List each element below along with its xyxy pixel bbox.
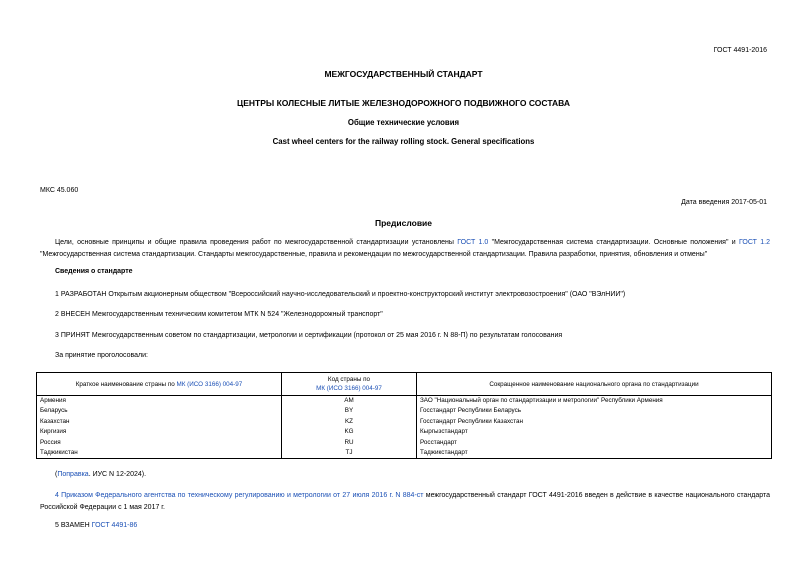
table-header-row	[37, 373, 772, 396]
standards-body: ЗАО "Национальный орган по стандартизации и метрологии" Республики Армения	[417, 396, 772, 407]
about-item-3: 3 ПРИНЯТ Межгосударственным советом по стандартизации, метрологии и сертификации (протокол от 25 мая 2016 г. N 88-П) по результатам голосования	[55, 332, 563, 339]
header-country-name: Краткое наименование страны по МК (ИСО 3166) 004-97	[37, 373, 282, 396]
voting-countries-table	[36, 372, 772, 459]
table-row	[37, 427, 772, 437]
country-name: Таджикистан	[37, 448, 282, 459]
country-code: KZ	[282, 417, 417, 427]
about-heading: Сведения о стандарте	[55, 268, 133, 275]
table-row	[37, 448, 772, 459]
foreword-text-b: "Межгосударственная система стандартизации. Основные положения" и	[488, 239, 739, 246]
gost-4491-86-link[interactable]: ГОСТ 4491-86	[91, 522, 138, 529]
foreword-paragraph	[40, 237, 770, 260]
country-name: Россия	[37, 438, 282, 448]
intro-date: Дата введения 2017-05-01	[681, 199, 767, 206]
standard-type: МЕЖГОСУДАРСТВЕННЫЙ СТАНДАРТ	[324, 69, 483, 79]
gost-1-0-link[interactable]: ГОСТ 1.0	[457, 239, 489, 246]
foreword-text-c: "Межгосударственная система стандартизации. Стандарты межгосударственные, правила и рекомендации по межгосударственной стандартизации. Правила разработки, принятия, обновления и отмены"	[40, 250, 708, 258]
document-subtitle: Общие технические условия	[347, 118, 460, 127]
mks-code: МКС 45.060	[40, 187, 79, 194]
mk-iso-3166-link[interactable]: МК (ИСО 3166) 004-97	[176, 380, 243, 388]
country-name: Беларусь	[37, 406, 282, 416]
country-code: AM	[282, 396, 417, 407]
document-title: ЦЕНТРЫ КОЛЕСНЫЕ ЛИТЫЕ ЖЕЛЕЗНОДОРОЖНОГО ПОДВИЖНОГО СОСТАВА	[237, 98, 570, 108]
about-item-4	[40, 490, 770, 513]
header-country-code: Код страны по МК (ИСО 3166) 004-97	[282, 373, 417, 396]
country-name: Армения	[37, 396, 282, 407]
standards-body: Таджикстандарт	[417, 448, 772, 459]
document-code: ГОСТ 4491-2016	[713, 47, 767, 54]
header-standards-body: Сокращенное наименование национального органа по стандартизации	[417, 373, 772, 396]
table-row	[37, 438, 772, 448]
country-code: KG	[282, 427, 417, 437]
country-code: TJ	[282, 448, 417, 459]
country-name: Киргизия	[37, 427, 282, 437]
voted-label: За принятие проголосовали:	[55, 352, 148, 359]
order-884-link[interactable]: 4 Приказом Федерального агентства по техническому регулированию и метрологии от 27 июля 2016 г. N 884-ст	[55, 492, 424, 499]
standards-body: Госстандарт Республики Беларусь	[417, 406, 772, 416]
table-row	[37, 417, 772, 427]
amendment-link[interactable]: Поправка	[57, 471, 89, 478]
about-item-1: 1 РАЗРАБОТАН Открытым акционерным обществом "Всероссийский научно-исследовательский и проектно-конструкторский институт электровозостроения" (ОАО "ВЭлНИИ")	[55, 291, 626, 298]
about-item-2: 2 ВНЕСЕН Межгосударственным техническим комитетом МТК N 524 "Железнодорожный транспорт"	[55, 311, 383, 318]
country-code: RU	[282, 438, 417, 448]
item-4-text: межгосударственный стандарт ГОСТ 4491-2016 введен в действие в качестве национального стандарта Российской Федерации с 1 мая 2017 г.	[40, 492, 770, 511]
country-name: Казахстан	[37, 417, 282, 427]
country-code: BY	[282, 406, 417, 416]
document-title-english: Cast wheel centers for the railway rolling stock. General specifications	[272, 137, 535, 146]
table-row	[37, 406, 772, 416]
standards-body: Госстандарт Республики Казахстан	[417, 417, 772, 427]
standards-body: Росстандарт	[417, 438, 772, 448]
amendment-note: (Поправка. ИУС N 12-2024).	[55, 471, 147, 478]
foreword-heading: Предисловие	[374, 218, 433, 228]
standards-body: Кыргызстандарт	[417, 427, 772, 437]
gost-1-2-link[interactable]: ГОСТ 1.2	[739, 239, 770, 246]
about-item-5: 5 ВЗАМЕН ГОСТ 4491-86	[55, 522, 138, 529]
foreword-text-a: Цели, основные принципы и общие правила проведения работ по межгосударственной стандартизации установлены	[55, 239, 458, 246]
mk-iso-3166-link-2[interactable]: МК (ИСО 3166) 004-97	[316, 385, 382, 392]
table-row	[37, 396, 772, 407]
